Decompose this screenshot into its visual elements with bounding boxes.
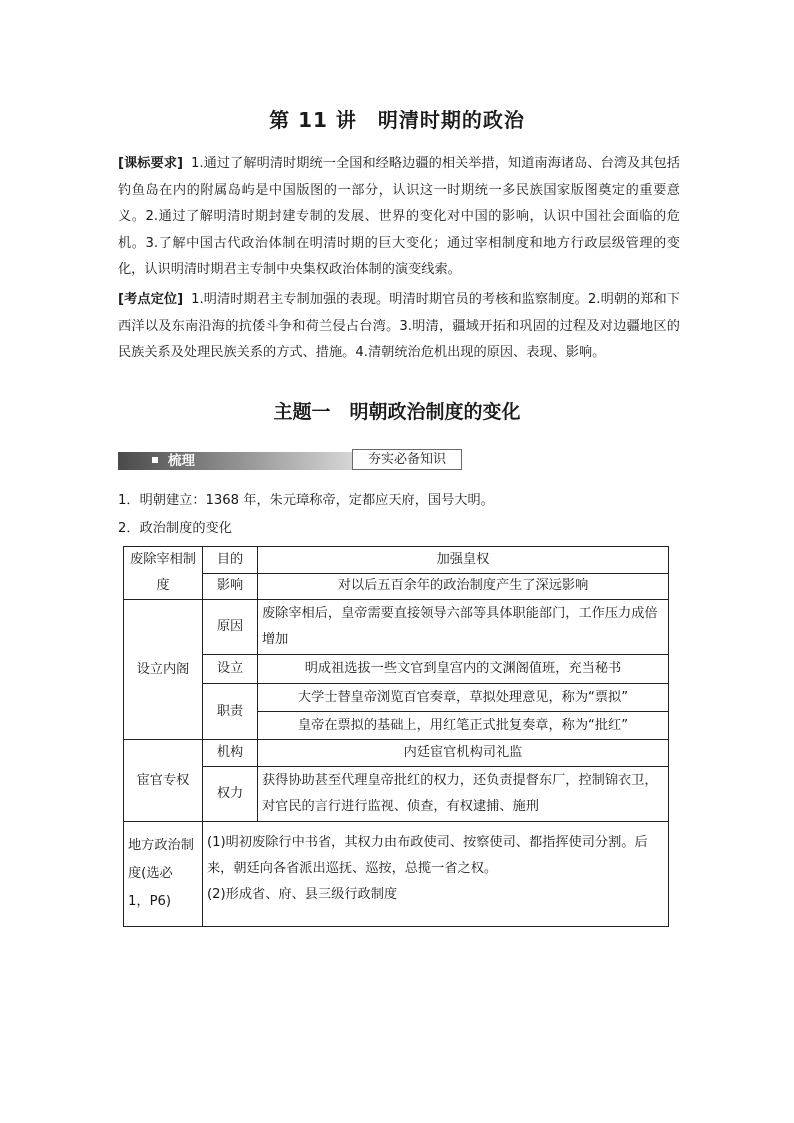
banner-box: 夯实必备知识 (352, 449, 462, 470)
table-label-cell: 机构 (203, 740, 258, 767)
table-label-cell: 职责 (203, 684, 258, 740)
local-system-point-1: (1)明初废除行中书省，其权力由布政使司、按察使司、都指挥使司分割。后来，朝廷向各省派出巡抚、巡按，总揽一省之权。 (207, 835, 648, 876)
exam-points (118, 287, 680, 367)
curriculum-requirements (118, 151, 680, 284)
table-row (124, 655, 669, 684)
banner-label: 梳理 (168, 453, 195, 469)
table-row (124, 600, 669, 655)
list-item-political-change: 2．政治制度的变化 (118, 521, 232, 536)
curriculum-tag: [课标要求] (118, 156, 184, 171)
section-banner (118, 449, 446, 473)
table-content-cell: 废除宰相后，皇帝需要直接领导六部等具体职能部门，工作压力成倍增加 (258, 600, 669, 655)
table-row (124, 684, 669, 712)
table-label-cell: 目的 (203, 547, 258, 574)
table-row (124, 547, 669, 574)
table-group-cell: 地方政治制度(选必 1，P6) (124, 822, 203, 927)
table-row (124, 767, 669, 822)
table-content-cell (203, 822, 669, 927)
table-label-cell: 原因 (203, 600, 258, 655)
table-content-cell: 明成祖选拔一些文官到皇宫内的文渊阁值班，充当秘书 (258, 655, 669, 684)
table-content-cell: 大学士替皇帝浏览百官奏章，草拟处理意见，称为“票拟” (258, 684, 669, 712)
table-group-cell: 废除宰相制度 (124, 547, 203, 600)
table-content-cell: 对以后五百余年的政治制度产生了深远影响 (258, 573, 669, 600)
square-bullet-icon (152, 457, 158, 463)
lesson-title: 第 11 讲 明清时期的政治 (269, 108, 525, 132)
table-group-cell: 设立内阁 (124, 600, 203, 740)
local-system-point-2: (2)形成省、府、县三级行政制度 (207, 887, 398, 902)
section-title: 主题一 明朝政治制度的变化 (273, 401, 521, 423)
table-content-cell: 获得协助甚至代理皇帝批红的权力，还负责提督东厂，控制锦衣卫，对官民的言行进行监视、侦查，有权逮捕、施刑 (258, 767, 669, 822)
table-row (124, 573, 669, 600)
political-system-table (123, 546, 669, 927)
table-group-cell: 宦官专权 (124, 740, 203, 822)
table-label-cell: 权力 (203, 767, 258, 822)
table-label-cell: 设立 (203, 655, 258, 684)
table-content-cell: 加强皇权 (258, 547, 669, 574)
table-label-cell: 影响 (203, 573, 258, 600)
exam-points-text: 1.明清时期君主专制加强的表现。明清时期官员的考核和监察制度。2.明朝的郑和下西洋以及东南沿海的抗倭斗争和荷兰侵占台湾。3.明清，疆域开拓和巩固的过程及对边疆地区的民族关系及处理民族关系的方式、措施。4.清朝统治危机出现的原因、表现、影响。 (118, 292, 680, 360)
table-row (124, 822, 669, 927)
table-content-cell: 皇帝在票拟的基础上，用红笔正式批复奏章，称为“批红” (258, 712, 669, 740)
table-row (124, 740, 669, 767)
list-item-founding: 1．明朝建立：1368 年，朱元璋称帝，定都应天府，国号大明。 (118, 493, 494, 508)
exam-points-tag: [考点定位] (118, 292, 184, 307)
curriculum-text: 1.通过了解明清时期统一全国和经略边疆的相关举措，知道南海诸岛、台湾及其包括钓鱼岛在内的附属岛屿是中国版图的一部分，认识这一时期统一多民族国家版图奠定的重要意义。2.通过了解明清时期封建专制的发展、世界的变化对中国的影响，认识中国社会面临的危机。3.了解中国古代政治体制在明清时期的巨大变化；通过宰相制度和地方行政层级管理的变化，认识明清时期君主专制中央集权政治体制的演变线索。 (118, 156, 680, 277)
table-content-cell: 内廷宦官机构司礼监 (258, 740, 669, 767)
